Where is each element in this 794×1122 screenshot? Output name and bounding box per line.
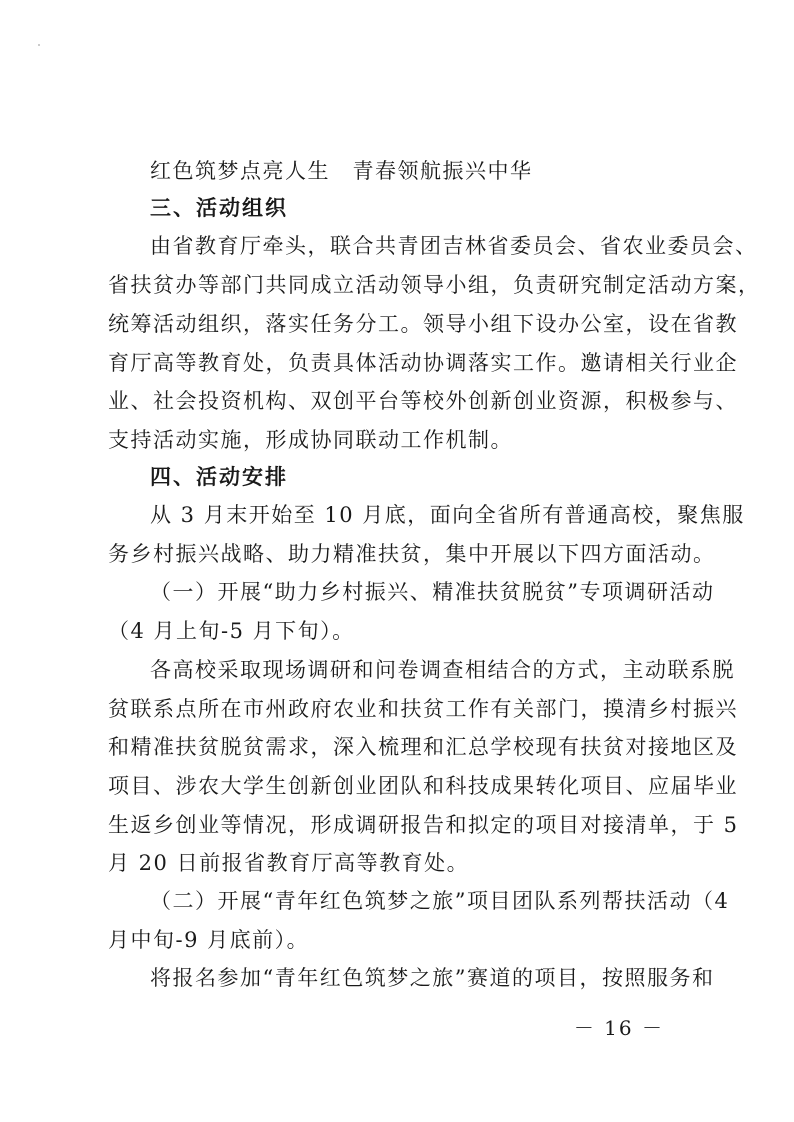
paragraph-line: 育厅高等教育处，负责具体活动协调落实工作。邀请相关行业企 [108,351,738,375]
paragraph-line: 月 20 日前报省教育厅高等教育处。 [108,851,470,875]
paragraph-line: 由省教育厅牵头，联合共青团吉林省委员会、省农业委员会、 [150,234,758,258]
scan-speck [38,44,40,46]
paragraph-line: 和精准扶贫脱贫需求，深入梳理和汇总学校现有扶贫对接地区及 [108,735,738,759]
paragraph-line: 各高校采取现场调研和问卷调查相结合的方式，主动联系脱 [150,658,735,682]
page-number: － 16 － [573,1016,664,1040]
subsection-heading-2: （二）开展“青年红色筑梦之旅”项目团队系列帮扶活动（4 [150,889,730,913]
paragraph-line: 支持活动实施，形成协同联动工作机制。 [108,428,513,452]
slogan-line: 红色筑梦点亮人生 青春领航振兴中华 [150,159,533,183]
subsection-heading-1-dates: （4 月上旬-5 月下旬）。 [108,619,355,643]
paragraph-line: 项目、涉农大学生创新创业团队和科技成果转化项目、应届毕业 [108,774,738,798]
paragraph-line: 将报名参加“青年红色筑梦之旅”赛道的项目，按照服务和 [150,966,715,990]
subsection-heading-1: （一）开展“助力乡村振兴、精准扶贫脱贫”专项调研活动 [150,580,715,604]
paragraph-line: 从 3 月末开始至 10 月底，面向全省所有普通高校，聚焦服 [150,503,745,527]
paragraph-line: 贫联系点所在市州政府农业和扶贫工作有关部门，摸清乡村振兴 [108,697,738,721]
section-heading-arrangement: 四、活动安排 [150,465,288,489]
paragraph-line: 统筹活动组织，落实任务分工。领导小组下设办公室，设在省教 [108,312,738,336]
paragraph-line: 省扶贫办等部门共同成立活动领导小组，负责研究制定活动方案， [108,273,761,297]
subsection-heading-2-dates: 月中旬-9 月底前）。 [108,928,310,952]
paragraph-line: 业、社会投资机构、双创平台等校外创新创业资源，积极参与、 [108,389,738,413]
section-heading-organization: 三、活动组织 [150,196,288,220]
paragraph-line: 务乡村振兴战略、助力精准扶贫，集中开展以下四方面活动。 [108,542,716,566]
paragraph-line: 生返乡创业等情况，形成调研报告和拟定的项目对接清单，于 5 [108,813,739,837]
